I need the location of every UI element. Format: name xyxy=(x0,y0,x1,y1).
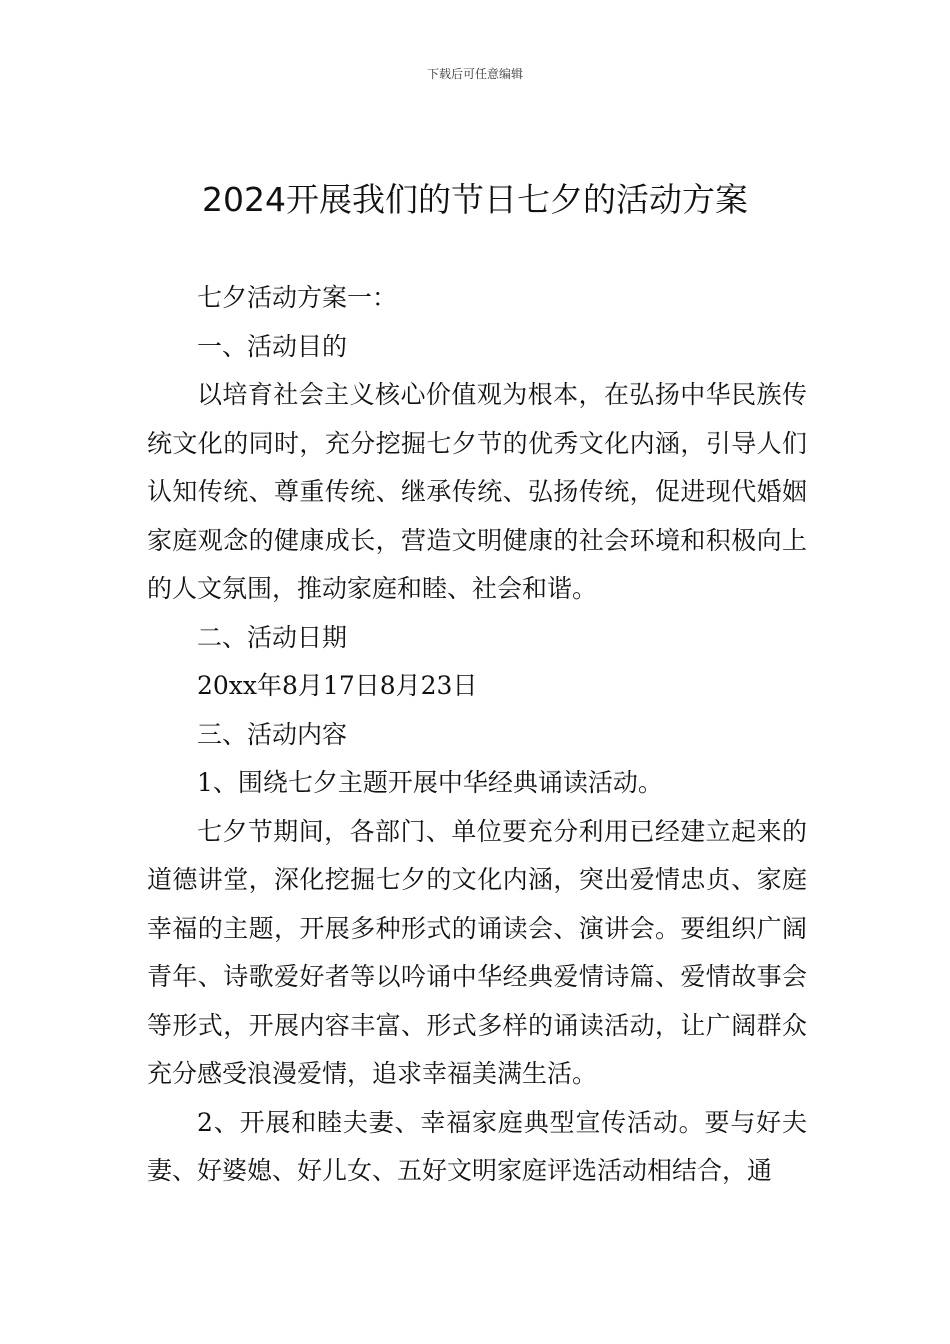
section-heading-content: 三、活动内容 xyxy=(197,719,348,749)
document-title: 2024开展我们的节日七夕的活动方案 xyxy=(202,180,748,219)
list-item-one: 1、围绕七夕主题开展中华经典诵读活动。 xyxy=(197,768,663,797)
section-heading-plan-one: 七夕活动方案一： xyxy=(197,283,398,312)
paragraph-reading-activity: 七夕节期间，各部门、单位要充分利用已经建立起来的道德讲堂，深化挖掘七夕的文化内涵，突出爱情忠贞、家庭幸福的主题，开展多种形式的诵读会、演讲会。要组织广阔青年、诗歌爱好者等以吟诵中华经典爱情诗篇、爱情故事会等形式，开展内容丰富、形式多样的诵读活动，让广阔群众充分感受浪漫爱情，追求幸福美满生活。 xyxy=(147,816,807,1088)
section-heading-date: 二、活动日期 xyxy=(197,622,348,652)
section-heading-purpose: 一、活动目的 xyxy=(197,331,348,361)
paragraph-purpose: 以培育社会主义核心价值观为根本，在弘扬中华民族传统文化的同时，充分挖掘七夕节的优秀文化内涵，引导人们认知传统、尊重传统、继承传统、弘扬传统，促进现代婚姻家庭观念的健康成长，营造文明健康的社会环境和积极向上的人文氛围，推动家庭和睦、社会和谐。 xyxy=(147,380,807,603)
document-body xyxy=(147,274,807,1196)
paragraph-date: 20xx年8月17日8月23日 xyxy=(197,671,478,700)
list-item-two: 2、开展和睦夫妻、幸福家庭典型宣传活动。要与好夫妻、好婆媳、好儿女、五好文明家庭评选活动相结合，通 xyxy=(147,1107,807,1185)
header-note: 下载后可任意编辑 xyxy=(426,67,523,81)
